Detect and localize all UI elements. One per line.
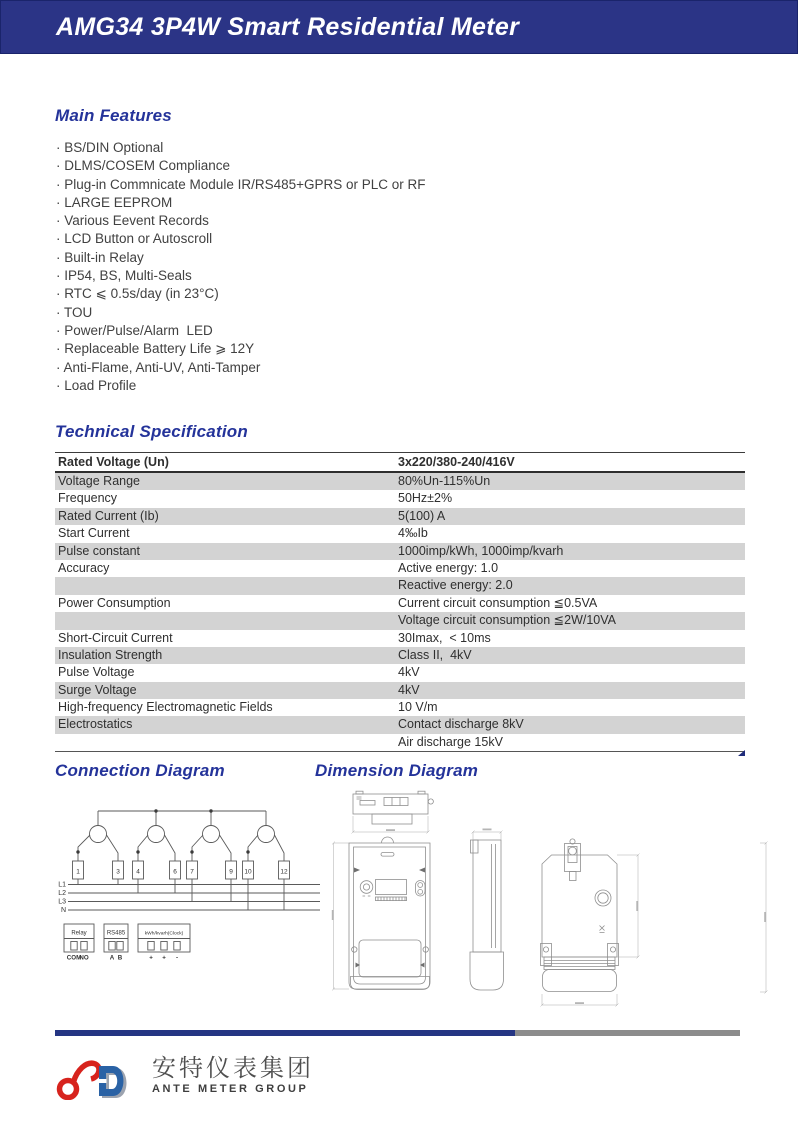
spec-param-cell: Power Consumption [58, 595, 171, 610]
wiring-lines [68, 811, 320, 910]
terminal-number: 12 [280, 868, 288, 876]
pin-label: - [175, 954, 179, 962]
spec-param-cell: Accuracy [58, 560, 110, 575]
spec-param-cell: High-frequency Electromagnetic Fields [58, 700, 273, 715]
spec-value-cell: 30Imax, < 10ms [398, 630, 491, 645]
terminal-number: 10 [244, 868, 252, 876]
spec-value-cell: 4kV [398, 682, 420, 697]
spec-value-cell: Contact discharge 8kV [398, 717, 524, 732]
connection-heading: Connection Diagram [55, 761, 225, 780]
block-label: RS485 [106, 930, 126, 937]
spec-table [55, 452, 745, 752]
spec-value-cell: 1000imp/kWh, 1000imp/kvarh [398, 543, 564, 558]
spec-row [55, 647, 745, 664]
spec-row [55, 612, 745, 629]
feature-item: · Anti-Flame, Anti-UV, Anti-Tamper [56, 359, 426, 377]
feature-item: · DLMS/COSEM Compliance [56, 157, 426, 175]
pin-label: + [149, 954, 153, 962]
spec-row [55, 630, 745, 647]
phase-label: N [60, 907, 66, 915]
company-name [152, 1056, 314, 1095]
logo-red-mark [60, 1063, 100, 1097]
phase-label: L2 [58, 890, 66, 898]
spec-param-cell: Short-Circuit Current [58, 630, 173, 645]
spec-param-cell: Start Current [58, 526, 130, 541]
dimension-lines [332, 816, 768, 1007]
spec-header-param: Rated Voltage (Un) [58, 455, 169, 469]
terminal-number: 3 [116, 868, 120, 876]
feature-item: · TOU [56, 304, 426, 322]
spec-row [55, 490, 745, 507]
feature-item: · BS/DIN Optional [56, 139, 426, 157]
company-name-chinese: 安特仪表集团 [152, 1055, 314, 1082]
spec-table-body [55, 473, 745, 752]
phase-label: L3 [58, 898, 66, 906]
terminal-number: 4 [136, 868, 140, 876]
spec-table-header-row [55, 452, 745, 473]
feature-item: · Load Profile [56, 377, 426, 395]
pin-label: A [109, 954, 115, 962]
spec-row [55, 473, 745, 490]
phase-label: L1 [58, 881, 66, 889]
spec-header-value: 3x220/380-240/416V [398, 455, 515, 469]
spec-param-cell [55, 734, 398, 751]
spec-param-cell: Rated Current (Ib) [58, 508, 159, 523]
spec-value-cell: Voltage circuit consumption ≦2W/10VA [398, 613, 616, 628]
spec-param-cell: Insulation Strength [58, 647, 163, 662]
spec-param-cell [55, 612, 398, 629]
feature-item: · Power/Pulse/Alarm LED [56, 322, 426, 340]
features-heading: Main Features [55, 106, 172, 125]
features-list [56, 139, 426, 395]
logo-blue-d [99, 1066, 124, 1096]
spec-param-cell: Voltage Range [58, 474, 141, 488]
table-corner-mark [738, 750, 745, 756]
spec-row [55, 664, 745, 681]
company-logo [55, 1058, 147, 1100]
spec-param-cell: Pulse constant [58, 543, 140, 558]
footer-bar-gray-segment [515, 1030, 740, 1036]
spec-row [55, 543, 745, 560]
spec-row [55, 734, 745, 751]
page-title: AMG34 3P4W Smart Residential Meter [56, 13, 520, 41]
spec-value-cell: 50Hz±2% [398, 491, 453, 506]
spec-value-cell: Active energy: 1.0 [398, 560, 499, 575]
pin-label: NO [79, 954, 89, 962]
connection-labels [58, 869, 288, 962]
spec-param-cell: Frequency [58, 491, 118, 506]
spec-value-cell: Class II, 4kV [398, 647, 472, 662]
spec-row [55, 682, 745, 699]
terminal-number: 7 [190, 868, 194, 876]
terminal-number: 9 [229, 868, 233, 876]
junction-dots [76, 809, 249, 853]
spec-value-cell: 4‰Ib [398, 526, 428, 541]
meter-top-view [353, 791, 433, 824]
feature-item: · Replaceable Battery Life ⩾ 12Y [56, 340, 426, 358]
footer-divider-bar [55, 1030, 740, 1036]
spec-param-cell: Electrostatics [58, 717, 133, 732]
terminal-number: 1 [76, 868, 80, 876]
terminal-block [104, 924, 128, 962]
company-name-english: ANTE METER GROUP [152, 1083, 309, 1095]
spec-value-cell: 10 V/m [398, 700, 438, 715]
feature-item: · Plug-in Commnicate Module IR/RS485+GPRS or PLC or RF [56, 176, 426, 194]
spec-row [55, 508, 745, 525]
feature-item: · Built-in Relay [56, 249, 426, 267]
feature-item: · IP54, BS, Multi-Seals [56, 267, 426, 285]
connection-diagram [40, 793, 320, 985]
feature-item: · LARGE EEPROM [56, 194, 426, 212]
meter-front-view [349, 837, 430, 990]
spec-param-cell [55, 577, 398, 594]
block-label: Relay [71, 930, 87, 937]
terminal-number: 6 [173, 868, 177, 876]
spec-row [55, 595, 745, 612]
pin-label: + [162, 954, 166, 962]
spec-row [55, 577, 745, 594]
feature-item: · RTC ⩽ 0.5s/day (in 23°C) [56, 285, 426, 303]
feature-item: · Various Eevent Records [56, 212, 426, 230]
feature-item: · LCD Button or Autoscroll [56, 230, 426, 248]
spec-value-cell: Air discharge 15kV [398, 734, 503, 749]
spec-value-cell: 4kV [398, 665, 420, 680]
dimension-diagram [330, 786, 770, 1016]
spec-param-cell: Pulse Voltage [58, 665, 135, 680]
spec-value-cell: Reactive energy: 2.0 [398, 578, 513, 593]
meter-back-view [541, 839, 619, 992]
title-banner [0, 0, 798, 54]
spec-value-cell: 80%Un-115%Un [398, 474, 491, 488]
spec-row [55, 699, 745, 716]
terminal-block [64, 924, 94, 962]
dimension-number-marks [332, 829, 766, 1005]
footer-bar-navy-segment [55, 1030, 515, 1036]
block-label: kWh/kvarh(Clock) [144, 931, 184, 937]
spec-row [55, 560, 745, 577]
spec-param-cell: Surge Voltage [58, 682, 137, 697]
spec-value-cell: Current circuit consumption ≦0.5VA [398, 595, 598, 610]
terminal-block [138, 924, 190, 962]
meter-side-view [470, 840, 504, 990]
spec-value-cell: 5(100) A [398, 508, 446, 523]
pin-label: COM [66, 954, 82, 962]
dimension-heading: Dimension Diagram [315, 761, 479, 780]
spec-row [55, 525, 745, 542]
spec-heading: Technical Specification [55, 422, 248, 441]
spec-row [55, 716, 745, 733]
pin-label: B [117, 954, 123, 962]
